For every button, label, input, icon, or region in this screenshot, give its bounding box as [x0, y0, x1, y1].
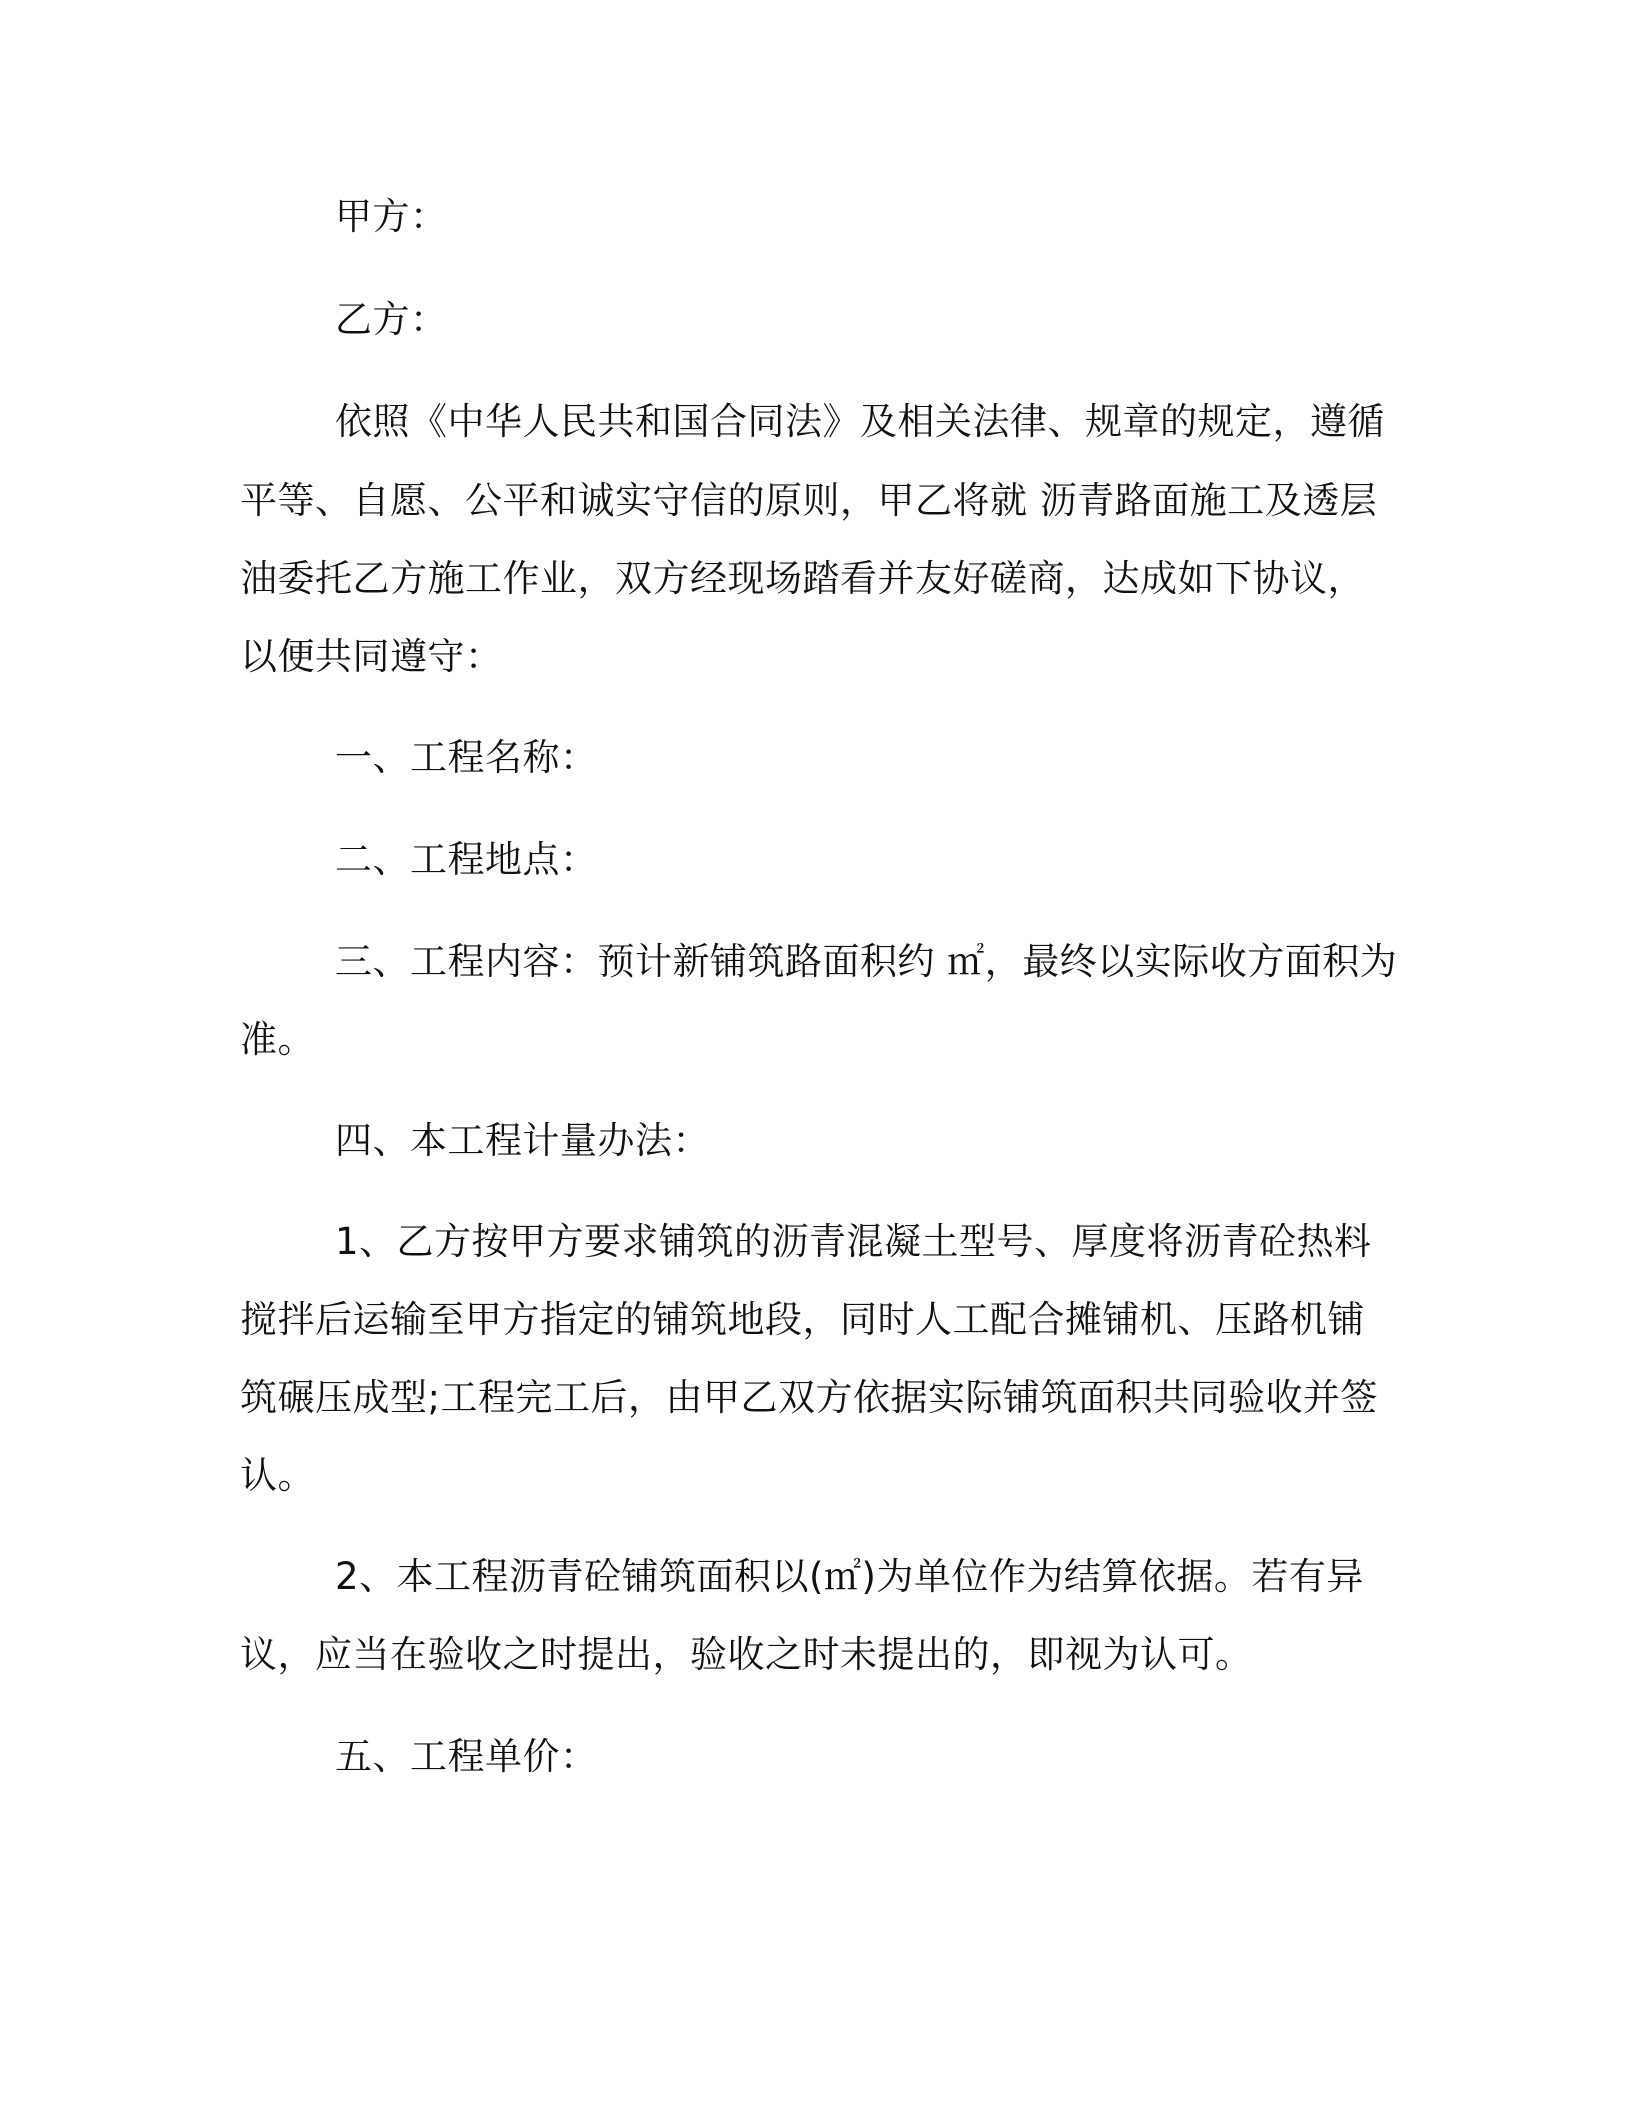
section-project-content-line-1: 三、工程内容：预计新铺筑路面积约 ㎡，最终以实际收方面积为 [335, 940, 1398, 983]
item-1-line-3: 筑碾压成型;工程完工后，由甲乙双方依据实际铺筑面积共同验收并签 [240, 1376, 1378, 1419]
section-measurement-method: 四、本工程计量办法： [335, 1119, 710, 1162]
item-1-line-1: 1、乙方按甲方要求铺筑的沥青混凝土型号、厚度将沥青砼热料 [335, 1220, 1372, 1263]
preamble-line-4: 以便共同遵守： [240, 635, 503, 678]
item-1-line-2: 搅拌后运输至甲方指定的铺筑地段，同时人工配合摊铺机、压路机铺 [240, 1298, 1365, 1341]
preamble-line-2: 平等、自愿、公平和诚实守信的原则，甲乙将就 沥青路面施工及透层 [240, 479, 1378, 522]
section-project-name: 一、工程名称： [335, 736, 598, 779]
item-1-line-4: 认。 [240, 1454, 315, 1497]
section-project-location: 二、工程地点： [335, 838, 598, 881]
party-b-label: 乙方： [335, 298, 448, 341]
item-2-line-1: 2、本工程沥青砼铺筑面积以(㎡)为单位作为结算依据。若有异 [335, 1555, 1364, 1598]
item-2-line-2: 议，应当在验收之时提出，验收之时未提出的，即视为认可。 [240, 1633, 1253, 1676]
party-a-label: 甲方： [335, 195, 448, 238]
preamble-line-1: 依照《中华人民共和国合同法》及相关法律、规章的规定，遵循 [335, 400, 1385, 443]
preamble-line-3: 油委托乙方施工作业，双方经现场踏看并友好磋商，达成如下协议， [240, 557, 1365, 600]
section-project-content-line-2: 准。 [240, 1018, 315, 1061]
section-unit-price: 五、工程单价： [335, 1735, 598, 1778]
